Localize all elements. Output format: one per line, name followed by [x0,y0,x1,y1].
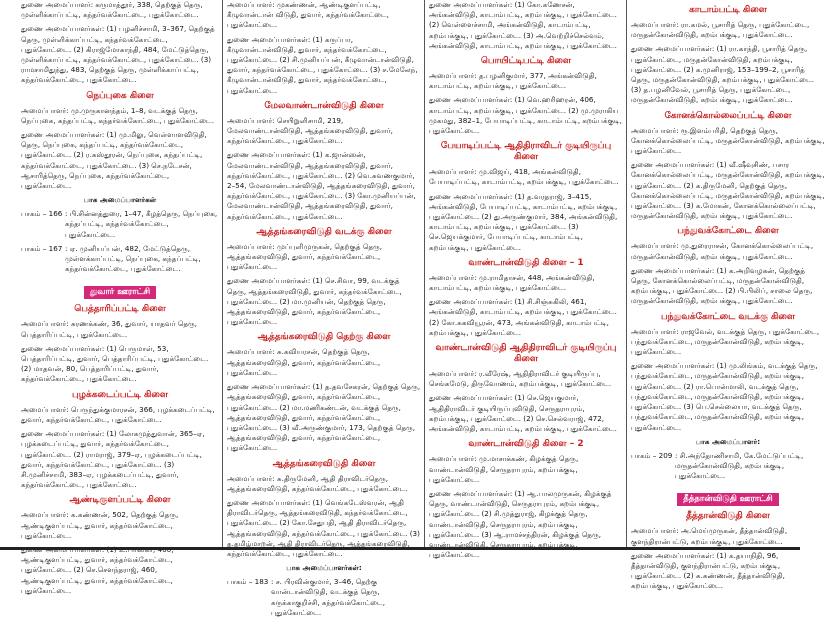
booth-number: பாகம் – 167 [21,243,63,253]
booth-number: பாகம் – 209 [631,450,673,460]
member-entry: துணை அமைப்பாளர்கள்: (1) பழனிச்சாமி, 3–367, தெற்குத் தெரு, முள்ளிக்காப்பட்டி, கந்தர்வக்கோட்டை, புதுக்கோட்டை. (2) கிராஜ்மோகாந்தி, 484, மேட்டுத்தெரு, முள்ளிக்காப்பட்டி, கந்தர்வக்கோட்டை, புதுக்கோட்டை. (3) ராமசாமிதுந்து, 483, தெற்குத் தெரு, முள்ளிக்காப்பட்டி, கந்தர்வக்கோட்டை, புதுக்கோட்டை. [21,24,215,85]
booth-organizer: : சி.அந்தோணிசாமி, கே.மேட்டுப்பட்டி, மருதன்கோன்விடுதி, கறம்பக்குடி, புதுக்கோட்டை. [675,450,804,481]
branch-heading: பேயாடிப்பட்டி ஆதிதிராவிடர் குடியிருப்பு கிளை [440,141,612,163]
branch-heading: கோனக்கொல்லைப்பட்டி கிளை [664,110,792,121]
booth-subheading: பாக அமைப்பாளர்கள்: [286,563,362,573]
member-entry: துணை அமைப்பாளர்கள்: (1) ரா.காந்தி, பூசாரித் தெரு, புதுக்கோட்டை, மருதன்கோன்விடுதி, கறம்பக்குடி, புதுக்கோட்டை. (2) க.முனிராஜ், 153–199–2, பூசாரித் தெரு, மருதன்கோன்விடுதி, கறம்பக்குடி, புதுக்கோட்டை. (3) த.பழனிவேல், பூசாரித் தெரு, புதுக்கோட்டை, மருதன்கோன்விடுதி, கறம்பக்குடி, புதுக்கோட்டை. [631,44,815,105]
member-entry: துணை அமைப்பாளர்கள்: (1) சி.சிஞ்சுகிலி, 461, அங்கன்விடுதி, காடாம்பட்டி, கறம்பக்குடி, புதுக்கோட்டை. (2) கோ.சுகவியூரன், 473, அங்கன்விடுதி, காடாம்பட்டி, கறம்பக்குடி, புதுக்கோட்டை. [429,297,617,337]
member-entry: துணை அமைப்பாளர்கள்: (1) ஆ.பாலமுருகன், கிழக்குத் தெரு, வாண்டான்விடுதி, செருதராபுரம், கறம்பக்குடி, புதுக்கோட்டை. (2) சி.முத்துராஜ், கிழக்குத் தெரு, வாண்டான்விடுதி, செருதராபுரம், கறம்பக்குடி, புதுக்கோட்டை. (3) ஆ.ராமச்சந்திரன், கிழக்குத் தெரு, வாண்டான்விடுதி, செருதராபுரம், கறம்பக்குடி, புதுக்கோட்டை. [429,488,612,560]
booth-entry [631,451,825,482]
branch-heading: பந்துவக்கோட்டை கிளை [677,226,779,237]
booth-subheading: பாக அமைப்பாளர்கள் [83,195,157,205]
booth-organizer: : ச. பிரவின்குமார், 3–46, தெற்கு வான்டான்விடுதி, வடக்குத் தெரு, கருக்காகுறிச்சி, கந்தர்வக்கோட்டை, புதுக்கோட்டை. [271,577,386,617]
member-entry: அமைப்பாளர்: மு.துரைராசன், கோனக்கொல்லைப்பட்டி, மருதன்கோன்விடுதி, கறம்பக்குடி, புதுக்கோட்டை. [631,241,814,261]
member-entry: அமைப்பாளர்: சுரணக்கண், 36, துவார், யாதவர் தெரு, பெத்தாரிப்பட்டி, புதுக்கோட்டை. [21,319,198,339]
booth-entry [21,244,219,275]
member-entry: அமைப்பாளர்: முகண்ணன், ஆண்டிகுளப்பட்டி, கீழுவான்டான் விடுதி, துவார், கந்தர்வக்கோட்டை, புதுக்கோட்டை. [227,0,389,30]
branch-heading: ஆத்தங்கரைவிடுதி கிளை [272,458,376,469]
booth-organizer: : பி.சின்னத்துரை, 1–47, கீழத்தெரு, நெப்புகை, கந்தப்பட்டி, கந்தர்வக்கோட்டை, புதுக்கோட்டை. [65,209,218,239]
branch-heading: ஆண்டிகுளப்பட்டி கிளை [69,495,171,506]
member-entry: துணை அமைப்பாளர்கள்: (1) க.தயாநிதி, 96, தீத்தான்விடுதி, குளந்திரான்பட்டு, கறம்பக்குடி, புதுக்கோட்டை. (2) சு.கண்ணன், தீத்தான்விடுதி, கறம்பக்குடி, புதுக்கோட்டை. [631,550,785,591]
branch-heading: பெத்தாரிப்பட்டி கிளை [74,304,166,315]
member-entry: துணை அமைப்பாளர்கள்: (1) வெ.ஹரிஹரன், 406, காடாம்பட்டி, கறம்பக்குடி, புதுக்கோட்டை. (2) மு.முராகிய முகமது, 382–1, பேயாடிப்பட்டி, காடாம்பட்டி, கறம்பக்குடி, புதுக்கோட்டை. [429,95,622,136]
member-entry: அமைப்பாளர்: க.கண்ணன், 502, தெற்குத் தெரு, ஆண்டிகுளப்பட்டி, துவார், கந்தர்வக்கோட்டை, புதுக்கோட்டை. [21,510,179,540]
member-entry: அமைப்பாளர்: பெருந்துக்குமாரசன், 366, புழக்கடைப்பட்டி, துவார், கந்தர்வக்கோட்டை, புதுக்கோட்டை. [21,404,215,424]
branch-heading: புழக்கடைப்பட்டி கிளை [72,389,168,400]
panchayat-label: தீத்தான்விடுதி ஊராட்சி [677,493,778,506]
member-entry: அமைப்பாளர்: மு.விஜய், 418, அங்கன்விடுதி, பேயாடிப்பட்டி, காடாம்பட்டி, கறம்பக்குடி, புதுக்கோட்டை. [429,167,619,187]
booth-number: பாகம் – 166 [21,209,63,219]
member-entry: துணை அமைப்பாளர்கள்: (1) லோகமுத்துவான், 365–ஏ, புழக்கடைப்பட்டி, துவார், கந்தர்வக்கோட்டை, புதுக்கோட்டை. (2) ராமராஜ், 379–ஏ, புழக்கடைப்பட்டி, துவார், கந்தர்வக்கோட்டை, புதுக்கோட்டை. (3) சி.முனிச்சாமி, 383–ஏ, புழக்கடைப்பட்டி, துவார், கந்தர்வக்கோட்டை, புதுக்கோட்டை. [21,429,205,490]
branch-heading: வாண்டான்விடுதி கிளை – 1 [468,257,584,268]
member-entry: துணை அமைப்பாளர்கள்: (1) க.அறிவழகன், தெற்குத் தெரு, கோனக்கொல்லைப்பட்டி, மருதன்கோன்விடுதி, கறம்பக்குடி, புதுக்கோட்டை. (2) பி.பிலிப், சாலை தெரு, மருதன்கோன்விடுதி, கறம்பக்குடி, புதுக்கோட்டை. [631,265,813,306]
branch-heading: நெப்புகை கிளை [86,90,154,101]
member-entry: அமைப்பாளர்: செயிறுளிசாமி, 219, மேலவாண்டான்விடுதி, ஆத்தங்கரைவிடுதி, துவார், கந்தர்வக்கோட்டை, புதுக்கோட்டை. [227,115,393,146]
member-entry: அமைப்பாளர்: சு.திருமேனி, ஆதி திராவிடர்தெரு, ஆத்தங்கரைவிடுதி, கந்தர்வக்கோட்டை, புதுக்கோட்டை. [227,473,408,493]
member-entry: துணை அமைப்பாளர்கள்: (1) கருப்பா, கீழுவான்டான்விடுதி, துவார், கந்தர்வக்கோட்டை, புதுக்கோட்டை. (2) சி.முனியப்பன், கீழுவான்டான்விடுதி, துவார், கந்தர்வக்கோட்டை, புதுக்கோட்டை. (3) ச.மேலேந், கீழுவான்டான்விடுதி, துவார், கந்தர்வக்கோட்டை, புதுக்கோட்டை. [227,34,418,95]
member-entry: அமைப்பாளர்: மு.ராமிதாசன், 448, அங்கன்விடுதி, காடாம்பட்டி, கறம்பக்குடி, புதுக்கோட்டை. [429,272,595,293]
member-entry: துணை அமைப்பாளர்கள்: (1) மு.மிலு, வெள்ளாளவிடுதி, தெரு, நெப்புகை, கந்தப்பட்டி, கந்தர்வக்கோட்டை, புதுக்கோட்டை. (2) ர.கஸ்தூரன், நெப்புகை, கந்தப்பட்டி, கந்தர்வக்கோட்டை, புதுக்கோட்டை. (3) செ.நடேசன், ஆசாரித்தெரு, நெப்புகை, கந்தர்வக்கோட்டை, புதுக்கோட்டை. [21,130,207,191]
member-entry: அமைப்பாளர்: ராஜவேல், வடக்குத் தெரு, புதுக்கோட்டை, பந்துவக்கோட்டை, மருதன்கோன்விடுதி, கறம்பக்குடி, புதுக்கோட்டை. [631,326,820,357]
member-entry: துணை அமைப்பாளர்கள்: (1) வீ.ஷீவுசிண், பசார கோனக்கொல்லைப்பட்டி, மருதன்கோன்விடுதி, கறம்பக்குடி, புதுக்கோட்டை. (2) க.திருமேனி, தெற்குத் தெரு, கோனக்கொல்லைப்பட்டி, மருதன்கோன்விடுதி, கறம்பக்குடி, புதுக்கோட்டை. (3) க.மோகன், கோனக்கொல்லைப்பட்டி, மருதன்கோன்விடுதி, கறம்பக்குடி, புதுக்கோட்டை. [631,160,825,221]
branch-heading: ஆத்தங்கரைவிடுதி வடக்கு கிளை [256,226,392,237]
column-3 [426,0,626,560]
member-entry: துணை அமைப்பாளர்கள்: (1) செ.ஜெயகுமார், ஆதிதிராவிடர் குடியிருப்புவிடுதி, செருதராபுரம், கறம்பக்குடி, புதுக்கோட்டை. (2) செ.செல்வராஜ், 472, அங்கன்விடுதி, காடாம்பட்டி, கறம்பக்குடி, புதுக்கோட்டை. [429,393,617,434]
panchayat-banner [21,279,219,299]
panchayat-banner [631,486,825,506]
member-entry: துணை அமைப்பாளர்கள்: (1) உ.பாஸ்கர், 400, ஆண்டிகுளப்பட்டி, துவார், கந்தர்வக்கோட்டை, புதுக்கோட்டை. (2) செ.செளந்தராஜ், 460, ஆண்டிகுளப்பட்டி, துவார், கந்தர்வக்கோட்டை, புதுக்கோட்டை. [21,544,174,595]
panchayat-label: துவார் ஊராட்சி [84,286,156,299]
branch-heading: தீத்தான்விடுதி கிளை [686,511,770,522]
booth-entry [21,209,219,240]
member-entry: துணை அமைப்பாளர்: கருமாத்தூர், 338, தெற்குத் தெரு, முள்ளிக்காப்பட்டி, கந்தர்வக்கோட்டை, புதுக்கோட்டை. [21,0,203,20]
member-entry: அமைப்பாளர்: அ.மெய்முருகன், தீத்தான்விடுதி, குளந்திரான்பட்டு, கறம்பக்குடி, புதுக்கோட்டை. [631,526,788,546]
page-bottom-rule [0,547,800,550]
booth-subheading: பாக அமைப்பாளர்: [695,436,761,446]
member-entry: அமைப்பாளர்: த.பழனிகுமார், 377, அங்கன்விடுதி, காடாம்பட்டி, கறம்பக்குடி, புதுக்கோட்டை. [429,71,597,91]
member-entry: துணை அமைப்பாளர்கள்: (1) க.ஜான்ஸன், மேலவாண்டான்விடுதி, ஆத்தங்கரைவிடுதி, துவார், கந்தர்வக்கோட்டை, புதுக்கோட்டை. (2) வெ.சுவணகுமார், 2–54, மேலவாண்டான்விடுதி, ஆத்தங்கரைவிடுதி, துவார், கந்தர்வக்கோட்டை, புதுக்கோட்டை. (3) கோ.முனியப்பன், மேலவாண்டான்விடுதி, ஆத்தங்கரைவிடுதி, துவார், கந்தர்வக்கோட்டை, புதுக்கோட்டை. [227,150,416,221]
member-entry: அமைப்பாளர்: மு.மாசாக்கண், கிழக்குத் தெரு, வாண்டான்விடுதி, செருதராபுரம், கறம்பக்குடி, புதுக்கோட்டை. [429,454,579,484]
branch-heading: பந்துவக்கோட்டை வடக்கு கிளை [660,311,796,322]
member-entry: அமைப்பாளர்: ர.வீரேஷ், ஆதிதிராவிடர் குடியிருப்பு, செங்கமேடு, திருவோணம், கறம்பக்குடி, புதுக்கோட்டை. [429,369,612,389]
member-entry: அமைப்பாளர்: ரூ.இளம்பரிதி, தெற்குத் தெரு, கோனக்கொல்லைப்பட்டி, மருதன்கோன்விடுதி, கறம்பக்குடி, புதுக்கோட்டை. [631,125,825,156]
branch-heading: வாண்டான்விடுதி கிளை – 2 [468,439,584,450]
member-entry: அமைப்பாளர்: மு.முருகானந்தம், 1–8, வடக்குத் தெரு, நெப்புகை, கந்தப்பட்டி, கந்தர்வக்கோட்டை, புதுக்கோட்டை. [21,105,215,125]
column-divider [222,0,223,547]
member-entry: துணை அமைப்பாளர்கள்: (1) த.தவசேகரன், தெற்குத் தெரு, ஆத்தங்கரைவிடுதி, துவார், கந்தர்வக்கோட்டை, புதுக்கோட்டை. (2) மா.மணிகண்டன், வடக்குத் தெரு, ஆத்தங்கரைவிடுதி, துவார், கந்தர்வக்கோட்டை, புதுக்கோட்டை. (3) வீ.அருண்குமார், 173, தெற்குத் தெரு, ஆத்தங்கரைவிடுதி, துவார், கந்தர்வக்கோட்டை, புதுக்கோட்டை. [227,382,421,453]
booth-number: பாகம் – 183 [227,577,269,587]
branch-heading: ஆத்தங்கரைவிடுதி தெற்கு கிளை [257,332,391,343]
member-entry: அமைப்பாளர்: ரா.கமல், பூசாரித் தெரு, புதுக்கோட்டை, மருதன்கோன்விடுதி, கறம்பக்குடி, புதுக்கோட்டை. [631,20,810,40]
member-entry: துணை அமைப்பாளர்கள்: (1) செ.சிவா, 99, வடக்குத் தெரு, ஆத்தங்கரைவிடுதி, துவார், கந்தர்வக்கோட்டை, புதுக்கோட்டை. (2) மா.முனியன், தெற்குத் தெரு, ஆத்தங்கரைவிடுதி, துவார், கந்தர்வக்கோட்டை, புதுக்கோட்டை. [227,276,402,327]
branch-heading: காடாம்பட்டி கிளை [689,5,767,15]
member-entry: அமைப்பாளர்: சு.கவியரசன், தெற்குத் தெரு, ஆத்தங்கரைவிடுதி, துவார், கந்தர்வக்கோட்டை, புதுக்கோட்டை. [227,347,381,377]
column-4 [628,0,828,591]
member-entry: துணை அமைப்பாளர்கள்: (1) வெங்கடேஸ்வரன், ஆதி திராவிடர்தெரு, ஆத்தங்கரைவிடுதி, கந்தர்வக்கோட்டை, புதுக்கோட்டை. (2) கோ.சேதுபதி, ஆதி திராவிடர்தெரு, ஆத்தங்கரைவிடுதி, கந்தர்வக்கோட்டை, புதுக்கோட்டை. (3) த.தமிழ்மாறன், ஆதி திராவிடர்தெரு, ஆத்தங்கரைவிடுதி, கந்தர்வக்கோட்டை, புதுக்கோட்டை. [227,497,420,558]
branch-heading: மேலவாண்டான்விடுதி கிளை [264,100,384,111]
member-entry: துணை அமைப்பாளர்கள்: (1) த.வரதராஜ், 3–415, அங்கன்விடுதி, பேயாடிப்பட்டி, காடாம்பட்டி, கறம்பக்குடி, புதுக்கோட்டை. (2) து.அருண்குமார், 384, அங்கன்விடுதி, காடாம்பட்டி, கறம்பக்குடி, புதுக்கோட்டை. (3) செ.ஜெயக்குமார், பேயாடிப்பட்டி, காடாம்பட்டி, கறம்பக்குடி, புதுக்கோட்டை. [429,191,618,252]
booth-entry [227,577,421,618]
member-entry: துணை அமைப்பாளர்கள்: (1) மு.லிங்கம், வடக்குத் தெரு, பந்துவக்கோட்டை, மருதன்கோன்விடுதி, கறம்பக்குடி, புதுக்கோட்டை. (2) ரா.பொன்மாலி, வடக்குத் தெரு, பந்துவக்கோட்டை, மருதன்கோன்விடுதி, கறம்பக்குடி, புதுக்கோட்டை. (3) பெ.செல்லையா, வடக்குத் தெரு, பந்துவக்கோட்டை, மருதன்கோன்விடுதி, கறம்பக்குடி, புதுக்கோட்டை. [631,361,818,432]
member-entry: அமைப்பாளர்: முப்புளிமுருகன், தெற்குத் தெரு, ஆத்தங்கரைவிடுதி, துவார், கந்தர்வக்கோட்டை, புதுக்கோட்டை. [227,241,383,272]
booth-organizer: : ஏ. முனியப்பன், 482, மேட்டுத்தெரு, முள்ளக்காப்பட்டி, நெப்புகை, கந்தப்பட்டி, கந்தர்வக்கோட்டை, புதுக்கோட்டை. [65,243,201,274]
column-2 [224,0,424,617]
branch-heading: வாண்டான்விடுதி ஆதிதிராவிடர் குடியிருப்பு கிளை [435,343,617,365]
column-divider [626,0,627,547]
column-divider [424,0,425,547]
column-1 [18,0,222,595]
member-entry: துணை அமைப்பாளர்கள்: (1) பெருமாள், 53, பெத்தாரிப்பட்டி, துவார், பெத்தாரிப்பட்டி, புதுக்கோட்டை. (2) மாதவன், 80, பெத்தாரிப்பட்டி, துவார், கந்தர்வக்கோட்டை, புதுக்கோட்டை. [21,343,209,384]
branch-heading: பொயிட்டிபட்டி கிளை [480,56,572,67]
member-entry: துணை அமைப்பாளர்கள்: (1) கோ.கணேசன், அங்கன்விடுதி, காடாம்பட்டி, கறம்பக்குடி, புதுக்கோட்டை. (2) வெள்ளைச்சாமி, அங்கன்விடுதி, காடாம்பட்டி, கறம்பக்குடி, புதுக்கோட்டை. (3) அ.வெற்றிச்செல்வம், அங்கன்விடுதி, காடாம்பட்டி, கறம்பக்குடி, புதுக்கோட்டை. [429,0,617,50]
